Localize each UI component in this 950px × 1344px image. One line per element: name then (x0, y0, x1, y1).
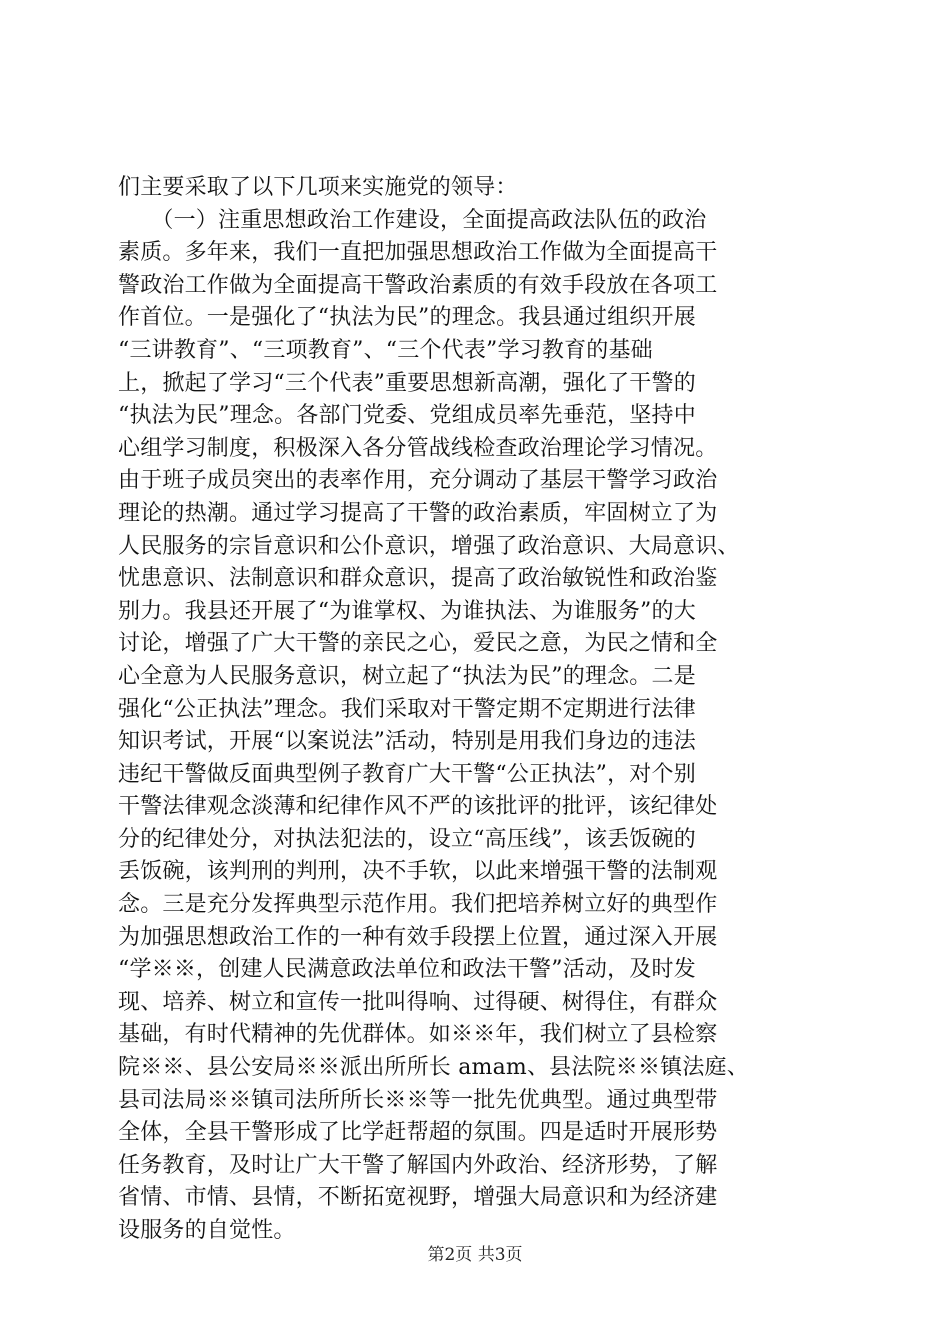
text-line: 强化“公正执法”理念。我们采取对干警定期不定期进行法律 (118, 696, 696, 722)
body-text (118, 172, 838, 1248)
text-line: 全体，全县干警形成了比学赶帮超的氛围。四是适时开展形势 (118, 1120, 718, 1146)
text-line: 素质。多年来，我们一直把加强思想政治工作做为全面提高干 (118, 240, 718, 266)
text-line: “三讲教育”、“三项教育”、“三个代表”学习教育的基础 (118, 337, 653, 363)
page-footer: 第2页 共3页 (427, 1245, 523, 1265)
text-line: 别力。我县还开展了“为谁掌权、为谁执法、为谁服务”的大 (118, 598, 696, 624)
text-line: 们主要采取了以下几项来实施党的领导： (118, 175, 518, 200)
text-line: 忧患意识、法制意识和群众意识，提高了政治敏锐性和政治鉴 (118, 566, 718, 592)
text-line: 知识考试，开展“以案说法”活动，特别是用我们身边的违法 (118, 729, 696, 755)
text-line: 县司法局※※镇司法所所长※※等一批先优典型。通过典型带 (118, 1087, 718, 1113)
text-line: 由于班子成员突出的表率作用，充分调动了基层干警学习政治 (118, 468, 718, 494)
text-line: 违纪干警做反面典型例子教育广大干警“公正执法”，对个别 (118, 761, 696, 787)
text-line: 作首位。一是强化了“执法为民”的理念。我县通过组织开展 (118, 305, 696, 331)
text-line: 现、培养、树立和宣传一批叫得响、过得硬、树得住，有群众 (118, 989, 718, 1015)
text-line: 心组学习制度，积极深入各分管战线检查政治理论学习情况。 (118, 435, 718, 461)
text-line: “执法为民”理念。各部门党委、党组成员率先垂范，坚持中 (118, 403, 696, 429)
text-line: 上，掀起了学习“三个代表”重要思想新高潮，强化了干警的 (118, 370, 696, 396)
text-line: 人民服务的宗旨意识和公仆意识，增强了政治意识、大局意识、 (118, 533, 740, 559)
text-line: 念。三是充分发挥典型示范作用。我们把培养树立好的典型作 (118, 892, 718, 918)
text-line: （一）注重思想政治工作建设，全面提高政法队伍的政治 (118, 207, 707, 233)
text-line: 讨论，增强了广大干警的亲民之心，爱民之意，为民之情和全 (118, 631, 718, 657)
text-line: 干警法律观念淡薄和纪律作风不严的该批评的批评，该纪律处 (118, 794, 718, 820)
text-line: 丢饭碗，该判刑的判刑，决不手软，以此来增强干警的法制观 (118, 859, 718, 885)
text-line: 理论的热潮。通过学习提高了干警的政治素质，牢固树立了为 (118, 500, 718, 526)
text-line: 院※※、县公安局※※派出所所长 amam、县法院※※镇法庭、 (118, 1055, 749, 1081)
text-line: 为加强思想政治工作的一种有效手段摆上位置，通过深入开展 (118, 924, 718, 950)
text-line: 分的纪律处分，对执法犯法的，设立“高压线”，该丢饭碗的 (118, 826, 696, 852)
text-line: 任务教育，及时让广大干警了解国内外政治、经济形势，了解 (118, 1152, 718, 1178)
text-line: 心全意为人民服务意识，树立起了“执法为民”的理念。二是 (118, 663, 696, 689)
text-line: 基础，有时代精神的先优群体。如※※年，我们树立了县检察 (118, 1022, 718, 1048)
text-line: 设服务的自觉性。 (118, 1218, 296, 1243)
text-line: 警政治工作做为全面提高干警政治素质的有效手段放在各项工 (118, 272, 718, 298)
text-line: “学※※，创建人民满意政法单位和政法干警”活动，及时发 (118, 957, 696, 983)
text-line: 省情、市情、县情，不断拓宽视野，增强大局意识和为经济建 (118, 1185, 718, 1211)
